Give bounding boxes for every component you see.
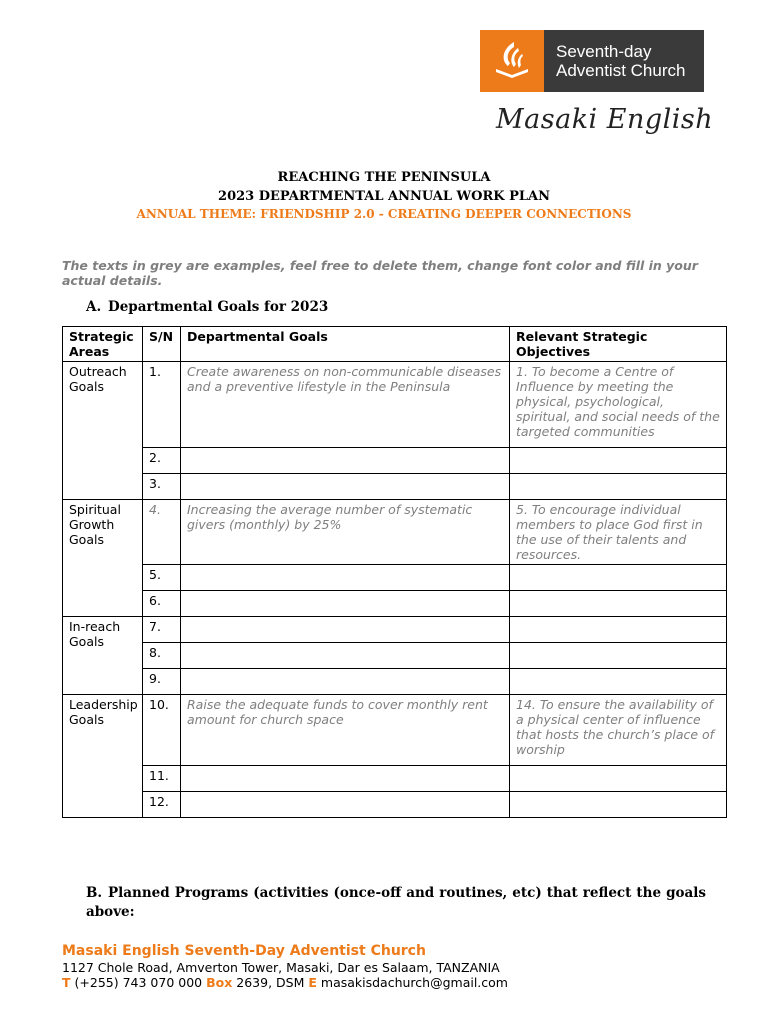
phone-label: T xyxy=(62,975,71,990)
footer-address: 1127 Chole Road, Amverton Tower, Masaki, Dar es Salaam, TANZANIA xyxy=(62,960,500,975)
sn-cell: 6. xyxy=(143,591,181,617)
table-row xyxy=(63,500,727,565)
logo-wordmark xyxy=(544,30,704,92)
goal-cell[interactable] xyxy=(181,448,510,474)
goals-table xyxy=(62,326,727,818)
logo-line1: Seventh-day xyxy=(556,42,652,61)
section-a-letter: A. xyxy=(86,299,102,315)
table-row xyxy=(63,591,727,617)
table-row xyxy=(63,766,727,792)
footer-phone[interactable]: (+255) 743 070 000 xyxy=(74,975,203,990)
doc-title: REACHING THE PENINSULA xyxy=(277,170,491,185)
sn-cell: 10. xyxy=(143,695,181,766)
table-header-row xyxy=(63,327,727,362)
goal-cell[interactable] xyxy=(181,792,510,818)
sn-cell: 12. xyxy=(143,792,181,818)
section-b-title: Planned Programs (activities (once-off and routines, etc) that reflect the goals above: xyxy=(86,885,706,920)
objective-cell[interactable] xyxy=(510,643,727,669)
table-row xyxy=(63,643,727,669)
logo-line2: Adventist Church xyxy=(556,61,686,80)
sn-cell: 9. xyxy=(143,669,181,695)
sn-cell: 1. xyxy=(143,362,181,448)
goal-cell[interactable] xyxy=(181,669,510,695)
footer xyxy=(62,942,508,990)
area-cell: Leadership Goals xyxy=(63,695,143,818)
signature: Masaki English xyxy=(496,104,714,135)
goal-cell[interactable] xyxy=(181,617,510,643)
section-b-letter: B. xyxy=(86,885,103,901)
objective-cell[interactable] xyxy=(510,617,727,643)
sn-cell: 3. xyxy=(143,474,181,500)
goal-cell[interactable] xyxy=(181,643,510,669)
area-cell: Outreach Goals xyxy=(63,362,143,500)
objective-cell[interactable]: 14. To ensure the availability of a physical center of influence that hosts the church’s place of worship xyxy=(510,695,727,766)
sn-cell: 7. xyxy=(143,617,181,643)
footer-email[interactable]: masakisdachurch@gmail.com xyxy=(320,975,508,990)
footer-contacts xyxy=(62,975,508,990)
instruction-note: The texts in grey are examples, feel free to delete them, change font color and fill in your actual details. xyxy=(62,258,698,288)
col-header: S/N xyxy=(143,327,181,362)
box-label: Box xyxy=(206,975,233,990)
goal-cell[interactable]: Increasing the average number of systematic givers (monthly) by 25% xyxy=(181,500,510,565)
table-row xyxy=(63,362,727,448)
col-header: Relevant Strategic Objectives xyxy=(510,327,727,362)
sn-cell: 4. xyxy=(143,500,181,565)
area-cell: Spiritual Growth Goals xyxy=(63,500,143,617)
table-row xyxy=(63,695,727,766)
goal-cell[interactable]: Create awareness on non-communicable diseases and a preventive lifestyle in the Peninsula xyxy=(181,362,510,448)
objective-cell[interactable]: 5. To encourage individual members to place God first in the use of their talents and resources. xyxy=(510,500,727,565)
doc-subtitle: 2023 DEPARTMENTAL ANNUAL WORK PLAN xyxy=(218,189,550,204)
goal-cell[interactable] xyxy=(181,766,510,792)
sn-cell: 8. xyxy=(143,643,181,669)
objective-cell[interactable] xyxy=(510,792,727,818)
section-b-heading xyxy=(86,884,706,922)
objective-cell[interactable] xyxy=(510,448,727,474)
annual-theme: ANNUAL THEME: FRIENDSHIP 2.0 - CREATING DEEPER CONNECTIONS xyxy=(136,207,632,221)
table-row xyxy=(63,565,727,591)
table-row xyxy=(63,448,727,474)
table-row xyxy=(63,474,727,500)
sn-cell: 11. xyxy=(143,766,181,792)
church-logo xyxy=(480,30,704,92)
area-cell: In-reach Goals xyxy=(63,617,143,695)
objective-cell[interactable] xyxy=(510,591,727,617)
objective-cell[interactable] xyxy=(510,669,727,695)
footer-box: 2639, DSM xyxy=(236,975,305,990)
col-header: Departmental Goals xyxy=(181,327,510,362)
email-label: E xyxy=(308,975,317,990)
objective-cell[interactable] xyxy=(510,766,727,792)
objective-cell[interactable] xyxy=(510,474,727,500)
goal-cell[interactable] xyxy=(181,474,510,500)
section-a-heading xyxy=(86,299,328,315)
goal-cell[interactable] xyxy=(181,565,510,591)
table-row xyxy=(63,617,727,643)
objective-cell[interactable] xyxy=(510,565,727,591)
adventist-flame-book-icon xyxy=(480,30,544,92)
goal-cell[interactable]: Raise the adequate funds to cover monthly rent amount for church space xyxy=(181,695,510,766)
sn-cell: 5. xyxy=(143,565,181,591)
goal-cell[interactable] xyxy=(181,591,510,617)
table-row xyxy=(63,669,727,695)
objective-cell[interactable]: 1. To become a Centre of Influence by meeting the physical, psychological, spiritual, and social needs of the targeted communities xyxy=(510,362,727,448)
col-header: Strategic Areas xyxy=(63,327,143,362)
footer-org: Masaki English Seventh-Day Adventist Church xyxy=(62,943,426,959)
section-a-title: Departmental Goals for 2023 xyxy=(108,299,329,315)
table-row xyxy=(63,792,727,818)
sn-cell: 2. xyxy=(143,448,181,474)
